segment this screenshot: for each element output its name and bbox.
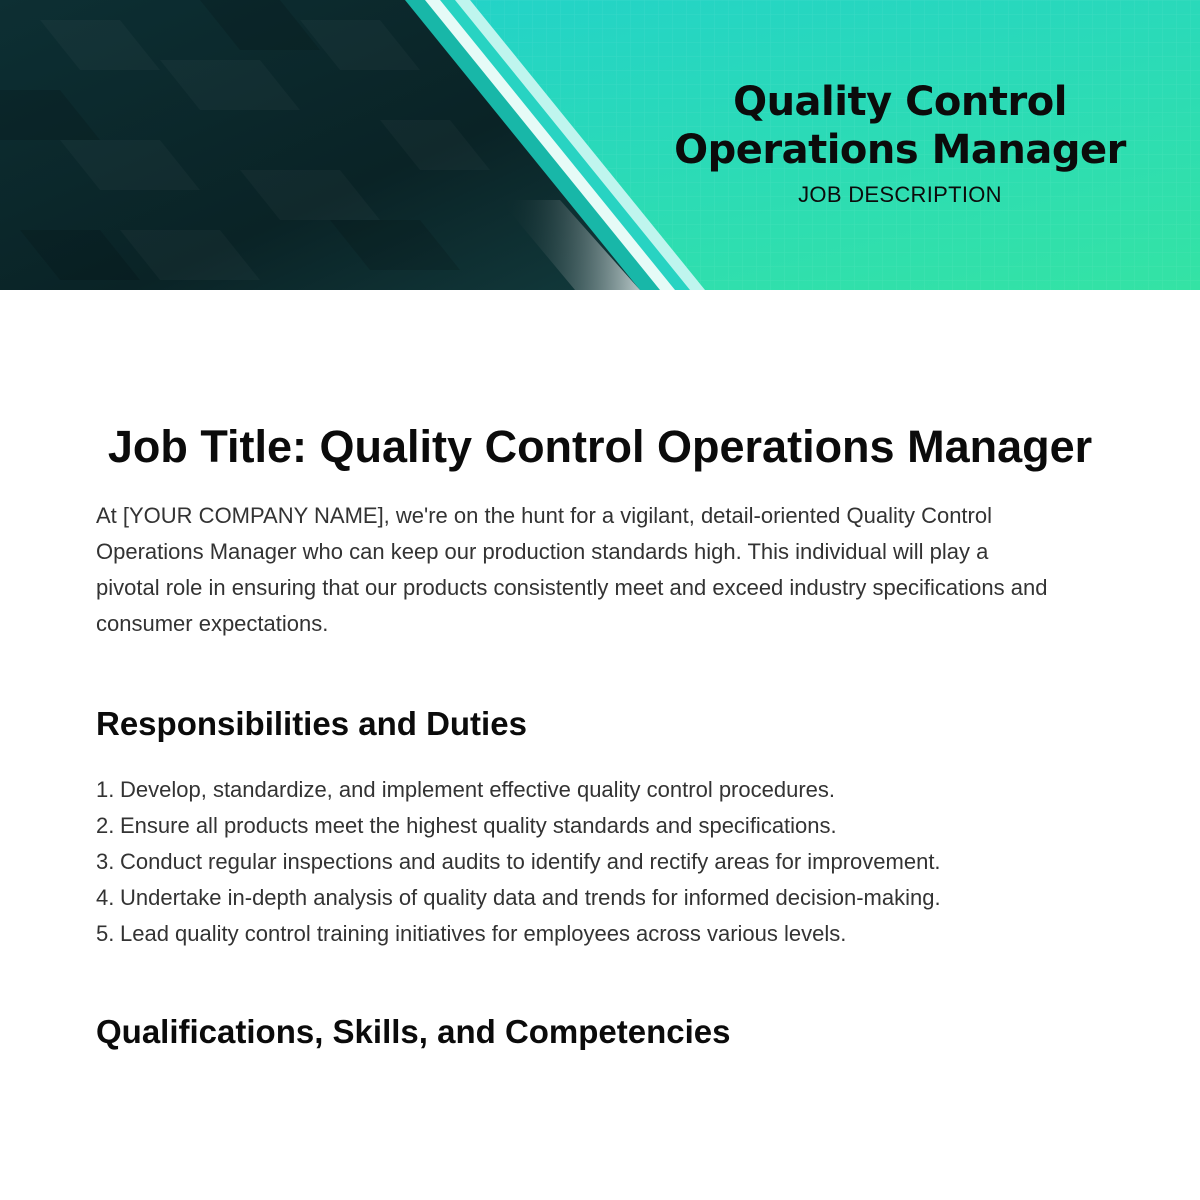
list-item-number: 5. — [96, 921, 115, 946]
list-item-text: Ensure all products meet the highest quality standards and specifications. — [120, 813, 837, 838]
responsibilities-list — [96, 772, 1016, 952]
banner-title — [600, 78, 1200, 174]
list-item-text: Undertake in-depth analysis of quality data and trends for informed decision-making. — [120, 885, 941, 910]
list-item — [96, 880, 1016, 916]
list-item — [96, 916, 1016, 952]
document-body — [96, 418, 1104, 1052]
banner-subtitle: JOB DESCRIPTION — [798, 182, 1002, 207]
list-item — [96, 772, 1016, 808]
list-item-number: 2. — [96, 813, 115, 838]
banner-title-line1: Quality Control — [733, 79, 1067, 125]
list-item-number: 4. — [96, 885, 115, 910]
responsibilities-heading: Responsibilities and Duties — [96, 705, 527, 742]
list-item-number: 3. — [96, 849, 115, 874]
list-item-text: Lead quality control training initiatives for employees across various levels. — [120, 921, 847, 946]
banner-title-line2: Operations Manager — [674, 127, 1126, 173]
qualifications-heading: Qualifications, Skills, and Competencies — [96, 1013, 731, 1050]
job-title: Job Title: Quality Control Operations Manager — [107, 421, 1093, 472]
list-item-text: Conduct regular inspections and audits to identify and rectify areas for improvement. — [120, 849, 941, 874]
list-item-text: Develop, standardize, and implement effective quality control procedures. — [120, 777, 835, 802]
list-item-number: 1. — [96, 777, 115, 802]
intro-paragraph: At [YOUR COMPANY NAME], we're on the hunt for a vigilant, detail-oriented Quality Control Operations Manager who can keep our production standards high. This individual will play a pivotal role in ensuring that our products consistently meet and exceed industry specifications and consumer expectations. — [96, 503, 1048, 636]
list-item — [96, 844, 1016, 880]
list-item — [96, 808, 1016, 844]
header-banner — [0, 0, 1200, 290]
